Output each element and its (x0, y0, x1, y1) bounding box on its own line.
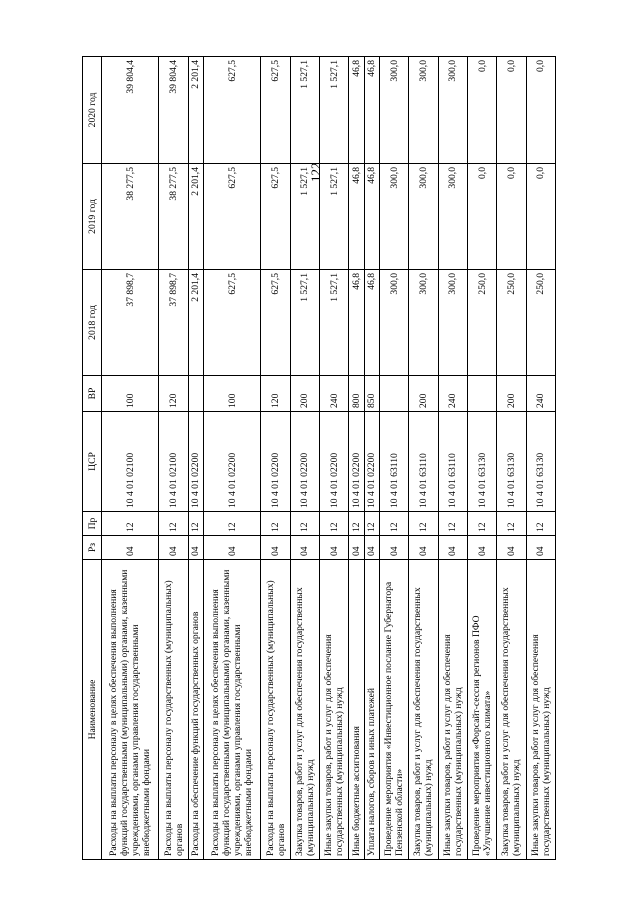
cell-name: Закупка товаров, работ и услуг для обеспечения государственных (муниципальных) нужд (497, 560, 526, 860)
cell-2018: 300,0 (409, 270, 438, 376)
cell-2020: 627,5 (261, 57, 290, 164)
cell-2019: 300,0 (409, 164, 438, 270)
header-name: Наименование (83, 560, 102, 860)
cell-csr: 10 4 01 63130 (467, 412, 496, 512)
cell-2018: 37 898,7 (102, 270, 159, 376)
cell-csr: 10 4 01 02200 (364, 412, 379, 512)
cell-2020: 1 527,1 (290, 57, 319, 164)
cell-2018: 2 201,4 (188, 270, 203, 376)
table-row (364, 57, 379, 860)
cell-rz: 04 (290, 536, 319, 560)
cell-rz: 04 (526, 536, 555, 560)
header-pr: Пр (83, 512, 102, 536)
cell-csr: 10 4 01 02100 (102, 412, 159, 512)
cell-csr: 10 4 01 63110 (379, 412, 408, 512)
header-row (83, 57, 102, 860)
cell-2019: 1 527,1 (290, 164, 319, 270)
cell-2018: 627,5 (204, 270, 261, 376)
table-row (159, 57, 188, 860)
cell-rz: 04 (438, 536, 467, 560)
cell-pr: 12 (409, 512, 438, 536)
cell-vr (379, 376, 408, 412)
table-row (261, 57, 290, 860)
table-row (204, 57, 261, 860)
cell-pr: 12 (364, 512, 379, 536)
cell-vr: 120 (159, 376, 188, 412)
cell-vr: 240 (438, 376, 467, 412)
cell-name: Иные закупки товаров, работ и услуг для обеспечения государственных (муниципальных) нужд (438, 560, 467, 860)
cell-vr: 200 (290, 376, 319, 412)
cell-rz: 04 (379, 536, 408, 560)
cell-rz: 04 (188, 536, 203, 560)
cell-2018: 37 898,7 (159, 270, 188, 376)
cell-pr: 12 (102, 512, 159, 536)
cell-2018: 627,5 (261, 270, 290, 376)
cell-vr: 100 (102, 376, 159, 412)
cell-rz: 04 (204, 536, 261, 560)
cell-2018: 46,8 (349, 270, 364, 376)
cell-2018: 300,0 (379, 270, 408, 376)
page-number: 122 (308, 162, 323, 182)
cell-vr (188, 376, 203, 412)
header-2018: 2018 год (83, 270, 102, 376)
cell-rz: 04 (102, 536, 159, 560)
cell-name: Закупка товаров, работ и услуг для обеспечения государственных (муниципальных) нужд (290, 560, 319, 860)
cell-name: Уплата налогов, сборов и иных платежей (364, 560, 379, 860)
cell-vr: 850 (364, 376, 379, 412)
header-rz: Рз (83, 536, 102, 560)
cell-2018: 300,0 (438, 270, 467, 376)
table-row (290, 57, 319, 860)
table-row (320, 57, 349, 860)
cell-pr: 12 (320, 512, 349, 536)
cell-vr: 200 (409, 376, 438, 412)
cell-2020: 0,0 (497, 57, 526, 164)
cell-vr: 100 (204, 376, 261, 412)
cell-2020: 0,0 (467, 57, 496, 164)
cell-csr: 10 4 01 02200 (349, 412, 364, 512)
budget-table-rotated (82, 57, 556, 860)
header-csr: ЦСР (83, 412, 102, 512)
cell-2018: 1 527,1 (320, 270, 349, 376)
cell-csr: 10 4 01 02100 (159, 412, 188, 512)
table-body (102, 57, 556, 860)
cell-2019: 627,5 (204, 164, 261, 270)
cell-2019: 38 277,5 (159, 164, 188, 270)
cell-pr: 12 (526, 512, 555, 536)
cell-2020: 39 804,4 (159, 57, 188, 164)
cell-2018: 250,0 (497, 270, 526, 376)
cell-rz: 04 (159, 536, 188, 560)
cell-csr: 10 4 01 02200 (261, 412, 290, 512)
header-vr: ВР (83, 376, 102, 412)
budget-table (82, 56, 556, 860)
table-row (409, 57, 438, 860)
table-row (526, 57, 555, 860)
cell-name: Расходы на выплаты персоналу государственных (муниципальных) органов (261, 560, 290, 860)
cell-name: Иные бюджетные ассигнования (349, 560, 364, 860)
cell-name: Проведение мероприятия «Инвестиционное послание Губернатора Пензенской области» (379, 560, 408, 860)
cell-vr: 120 (261, 376, 290, 412)
table-row (497, 57, 526, 860)
cell-pr: 12 (188, 512, 203, 536)
cell-name: Расходы на выплаты персоналу в целях обеспечения выполнения функций государственными (муниципальными) органами, казенными учреждениями, органами управления государственными внебюджетными фондами (204, 560, 261, 860)
cell-vr: 200 (497, 376, 526, 412)
cell-2019: 300,0 (379, 164, 408, 270)
cell-2019: 627,5 (261, 164, 290, 270)
table-row (188, 57, 203, 860)
cell-2020: 46,8 (349, 57, 364, 164)
cell-pr: 12 (349, 512, 364, 536)
cell-csr: 10 4 01 63130 (526, 412, 555, 512)
cell-vr: 240 (526, 376, 555, 412)
cell-2020: 39 804,4 (102, 57, 159, 164)
cell-2020: 1 527,1 (320, 57, 349, 164)
cell-csr: 10 4 01 02200 (204, 412, 261, 512)
cell-csr: 10 4 01 63110 (438, 412, 467, 512)
cell-rz: 04 (467, 536, 496, 560)
cell-rz: 04 (409, 536, 438, 560)
cell-pr: 12 (379, 512, 408, 536)
header-2020: 2020 год (83, 57, 102, 164)
cell-rz: 04 (497, 536, 526, 560)
cell-2019: 0,0 (526, 164, 555, 270)
cell-2019: 2 201,4 (188, 164, 203, 270)
cell-csr: 10 4 01 63130 (497, 412, 526, 512)
cell-2019: 300,0 (438, 164, 467, 270)
cell-csr: 10 4 01 02200 (290, 412, 319, 512)
cell-name: Иные закупки товаров, работ и услуг для обеспечения государственных (муниципальных) нужд (526, 560, 555, 860)
cell-2020: 300,0 (409, 57, 438, 164)
cell-2019: 46,8 (364, 164, 379, 270)
cell-2019: 46,8 (349, 164, 364, 270)
cell-2018: 250,0 (526, 270, 555, 376)
cell-2019: 0,0 (467, 164, 496, 270)
cell-rz: 04 (364, 536, 379, 560)
cell-2020: 46,8 (364, 57, 379, 164)
cell-vr: 240 (320, 376, 349, 412)
table-row (467, 57, 496, 860)
cell-name: Расходы на выплаты персоналу государственных (муниципальных) органов (159, 560, 188, 860)
cell-csr: 10 4 01 02200 (320, 412, 349, 512)
cell-name: Расходы на выплаты персоналу в целях обеспечения выполнения функций государственными (муниципальными) органами, казенными учреждениями, органами управления государственными внебюджетными фондами (102, 560, 159, 860)
cell-2020: 300,0 (438, 57, 467, 164)
cell-2019: 0,0 (497, 164, 526, 270)
header-2019: 2019 год (83, 164, 102, 270)
cell-2020: 2 201,4 (188, 57, 203, 164)
cell-rz: 04 (320, 536, 349, 560)
cell-vr (467, 376, 496, 412)
cell-pr: 12 (438, 512, 467, 536)
cell-pr: 12 (467, 512, 496, 536)
cell-2020: 627,5 (204, 57, 261, 164)
table-row (379, 57, 408, 860)
cell-vr: 800 (349, 376, 364, 412)
cell-name: Иные закупки товаров, работ и услуг для обеспечения государственных (муниципальных) нужд (320, 560, 349, 860)
cell-name: Закупка товаров, работ и услуг для обеспечения государственных (муниципальных) нужд (409, 560, 438, 860)
cell-2020: 300,0 (379, 57, 408, 164)
cell-2018: 1 527,1 (290, 270, 319, 376)
table-row (438, 57, 467, 860)
cell-pr: 12 (497, 512, 526, 536)
cell-2018: 46,8 (364, 270, 379, 376)
cell-csr: 10 4 01 63110 (409, 412, 438, 512)
cell-pr: 12 (159, 512, 188, 536)
cell-pr: 12 (261, 512, 290, 536)
table-row (102, 57, 159, 860)
cell-name: Проведение мероприятия «Форсайт-сессия регионов ПФО «Улучшение инвестиционного климата» (467, 560, 496, 860)
table-row (349, 57, 364, 860)
cell-2019: 38 277,5 (102, 164, 159, 270)
cell-pr: 12 (204, 512, 261, 536)
cell-2020: 0,0 (526, 57, 555, 164)
cell-pr: 12 (290, 512, 319, 536)
cell-2019: 1 527,1 (320, 164, 349, 270)
cell-rz: 04 (261, 536, 290, 560)
cell-csr: 10 4 01 02200 (188, 412, 203, 512)
cell-rz: 04 (349, 536, 364, 560)
cell-name: Расходы на обеспечение функций государственных органов (188, 560, 203, 860)
cell-2018: 250,0 (467, 270, 496, 376)
